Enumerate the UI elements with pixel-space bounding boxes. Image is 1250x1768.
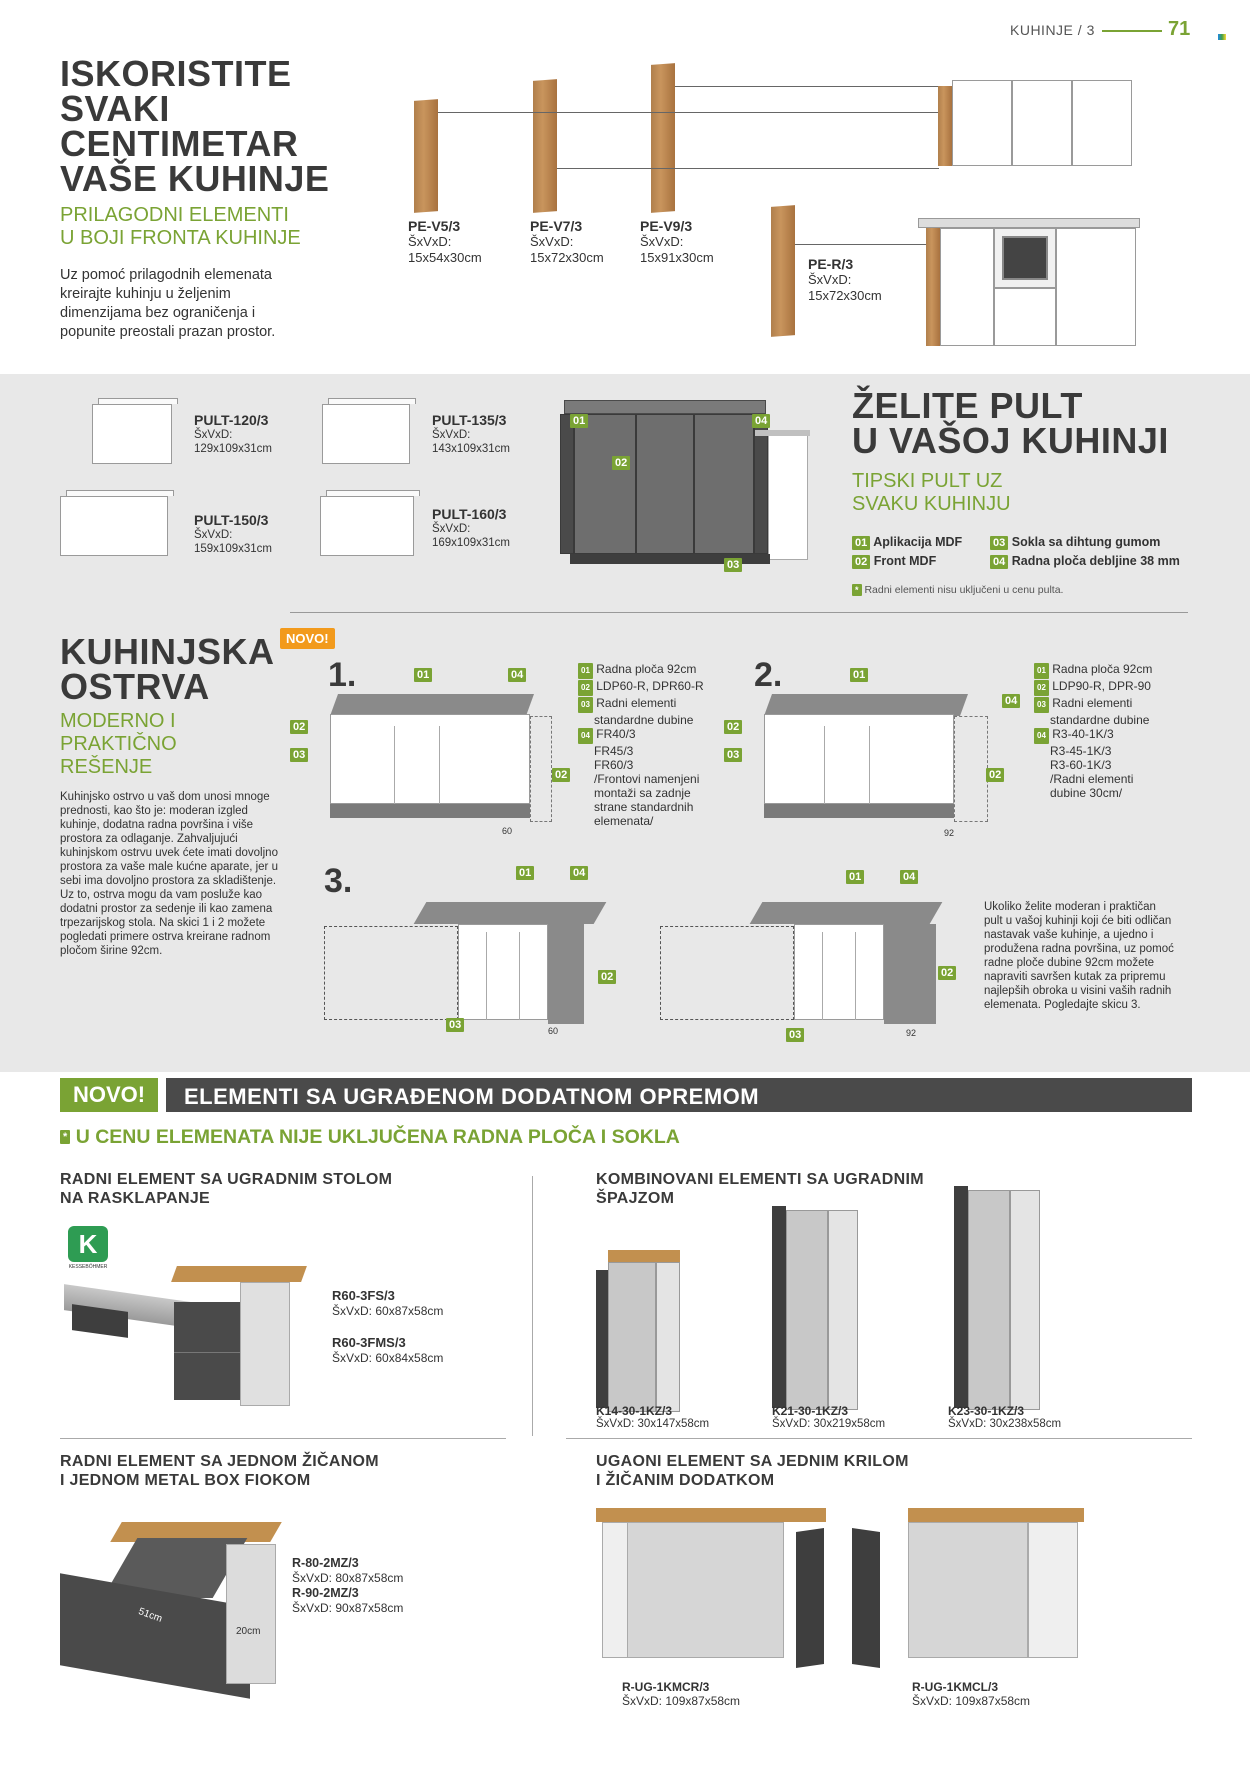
ostrva-body: Kuhinjsko ostrvo u vaš dom unosi mnoge prednosti, kao što je: moderan izgled kuhinje, dodatna radna površina i više prostora za odlaganje. Zahvaljujući kuhinjskom ostrvu uvek ćete imati dovoljno prostora za vaše male kućne aparate, jer u sebi ima dovoljno prostora za skladištenje. Uz to, ostrva mogu da vam posluže kao dodatni prostor za sedenje ili kao zamena trpezarijskog stola. Na skici 1 i 2 možete pogledati primere ostrva kreirane radnom pločom širine 92cm. [60, 791, 278, 957]
pult-label-160: PULT-160/3 ŠxVxD: 169x109x31cm [432, 506, 510, 549]
pantry-label-k14: K14-30-1KZ/3 ŠxVxD: 30x147x58cm [596, 1404, 710, 1430]
panel-label-pe-v7: PE-V7/3 ŠxVxD: 15x72x30cm [530, 218, 604, 265]
star-icon: * [60, 1130, 70, 1144]
lower-cabinet-illustration [918, 218, 1140, 358]
corner-label-r: R-UG-1KMCR/3 ŠxVxD: 109x87x58cm [622, 1680, 741, 1708]
ostrva-subtitle: MODERNO I PRAKTIČNO REŠENJE [60, 710, 177, 778]
intro-title: ISKORISTITE SVAKI CENTIMETAR VAŠE KUHINJE [60, 53, 330, 199]
pult-legend: 01 Aplikacija MDF 02 Front MDF 03 Sokla sa dihtung gumom 04 Radna ploča debljine 38 mm [852, 535, 1212, 575]
drawer-section-items: R-80-2MZ/3 ŠxVxD: 80x87x58cm R-90-2MZ/3 ŠxVxD: 90x87x58cm [292, 1556, 404, 1615]
pult-label-135: PULT-135/3 ŠxVxD: 143x109x31cm [432, 412, 510, 455]
table-section-title: RADNI ELEMENT SA UGRADNIM STOLOM NA RASKLAPANJE [60, 1171, 393, 1207]
pantry-k21-illustration [772, 1206, 862, 1418]
sketch1-illustration: 01 04 02 03 02 60 [290, 664, 580, 844]
ostrva-new-badge: NOVO! [280, 628, 335, 649]
pult-label-120: PULT-120/3 ŠxVxD: 129x109x31cm [194, 412, 272, 455]
corner-l-illustration [852, 1508, 1086, 1684]
pult-note: * Radni elementi nisu uključeni u cenu pulta. [852, 584, 1212, 596]
sketch1-number: 1. [328, 656, 357, 694]
horizontal-divider-left [60, 1438, 506, 1439]
connector-line [795, 244, 935, 245]
pult-150-illustration [60, 490, 168, 556]
intro-body: Uz pomoć prilagodnih elemenata kreirajte kuhinju u željenim dimenzijama bez ograničenja i popunite preostali prazan prostor. [60, 267, 276, 340]
sketch3b-illustration: 01 04 02 03 92 [656, 866, 946, 1046]
panel-pe-v7 [533, 79, 557, 213]
pantry-k14-illustration [596, 1250, 686, 1418]
page-header [1010, 20, 1210, 42]
corner-section-title: UGAONI ELEMENT SA JEDNIM KRILOM I ŽIČANIM DODATKOM [596, 1453, 909, 1489]
section-label: KUHINJE / 3 [1010, 22, 1095, 38]
pult-120-illustration [92, 398, 172, 464]
panel-label-pe-v9: PE-V9/3 ŠxVxD: 15x91x30cm [640, 218, 714, 265]
panel-pe-v5 [414, 99, 438, 213]
pult-marker-04: 04 [752, 414, 770, 428]
pult-160-illustration [320, 490, 414, 556]
pult-label-150: PULT-150/3 ŠxVxD: 159x109x31cm [194, 512, 272, 555]
panel-label-pe-r: PE-R/3 ŠxVxD: 15x72x30cm [808, 256, 882, 303]
equipment-banner: ELEMENTI SA UGRAĐENOM DODATNOM OPREMOM [166, 1078, 1192, 1112]
intro-subtitle: PRILAGODNI ELEMENTI U BOJI FRONTA KUHINJE [60, 204, 301, 249]
connector-line [557, 168, 939, 169]
table-section-items: R60-3FS/3 ŠxVxD: 60x87x58cm R60-3FMS/3 ŠxVxD: 60x84x58cm [332, 1288, 444, 1365]
table-cabinet-illustration [64, 1262, 314, 1422]
connector-line [675, 86, 939, 87]
pult-marker-02: 02 [612, 456, 630, 470]
upper-cabinet-illustration [938, 80, 1138, 170]
sketch1-legend: 01 Radna ploča 92cm 02 LDP60-R, DPR60-R 03 Radni elementi standardne dubine 04 FR40/3 FR45/3 FR60/3 /Frontovi namenjeni montaži sa zadnje strane standardnih elemenata/ [578, 662, 728, 828]
pult-subtitle: TIPSKI PULT UZ SVAKU KUHINJU [852, 470, 1011, 515]
page-number: 71 [1168, 18, 1191, 40]
sketch3-text: Ukoliko želite moderan i praktičan pult u vašoj kuhinji koji će biti odličan nastavak vaše kuhinje, a ujedno i produžena radna površina, uz pomoć radne ploče dubine 92cm možete napraviti savršen kutak za pripremu najlepših obroka u visini vaših radnih elemenata. Pogledajte skicu 3. [984, 901, 1174, 1011]
pult-main-illustration [560, 400, 810, 572]
drawer-cabinet-illustration: 51cm 20cm [60, 1510, 280, 1694]
corner-r-illustration [596, 1508, 830, 1684]
pantry-k23-illustration [954, 1186, 1044, 1418]
panel-label-pe-v5: PE-V5/3 ŠxVxD: 15x54x30cm [408, 218, 482, 265]
kesseboehmer-logo: K KESSEBÖHMER [64, 1226, 112, 1282]
connector-line [438, 112, 938, 113]
pult-135-illustration [322, 398, 410, 464]
horizontal-divider-right [566, 1438, 1192, 1439]
sketch3-number: 3. [324, 862, 353, 900]
equipment-new-badge: NOVO! [60, 1078, 158, 1112]
pantry-section-title: KOMBINOVANI ELEMENTI SA UGRADNIM ŠPAJZOM [596, 1171, 924, 1207]
pult-marker-03: 03 [724, 558, 742, 572]
vertical-divider [532, 1176, 533, 1436]
section-divider [290, 612, 1188, 613]
equipment-note: * U CENU ELEMENATA NIJE UKLJUČENA RADNA PLOČA I SOKLA [60, 1126, 960, 1149]
ostrva-title: KUHINJSKA OSTRVA [60, 631, 275, 707]
header-rule [1102, 30, 1162, 32]
sketch2-illustration: 01 04 02 03 02 92 [724, 664, 1014, 844]
pult-title: ŽELITE PULT U VAŠOJ KUHINJI [852, 385, 1169, 461]
panel-pe-r [771, 205, 795, 337]
sketch2-legend: 01 Radna ploča 92cm 02 LDP90-R, DPR-90 03 Radni elementi standardne dubine 04 R3-40-1K/3 R3-45-1K/3 R3-60-1K/3 /Radni elementi dubine 30cm/ [1034, 662, 1194, 800]
pult-marker-01: 01 [570, 414, 588, 428]
sketch3a-illustration: 01 04 02 03 60 [320, 866, 610, 1046]
pantry-label-k21: K21-30-1KZ/3 ŠxVxD: 30x219x58cm [772, 1404, 886, 1430]
pantry-label-k23: K23-30-1KZ/3 ŠxVxD: 30x238x58cm [948, 1404, 1062, 1430]
panel-pe-v9 [651, 63, 675, 213]
sketch2-number: 2. [754, 656, 783, 694]
corner-mark [1218, 34, 1226, 40]
corner-label-l: R-UG-1KMCL/3 ŠxVxD: 109x87x58cm [912, 1680, 1031, 1708]
drawer-section-title: RADNI ELEMENT SA JEDNOM ŽIČANOM I JEDNOM METAL BOX FIOKOM [60, 1453, 379, 1489]
star-icon: * [852, 584, 862, 596]
